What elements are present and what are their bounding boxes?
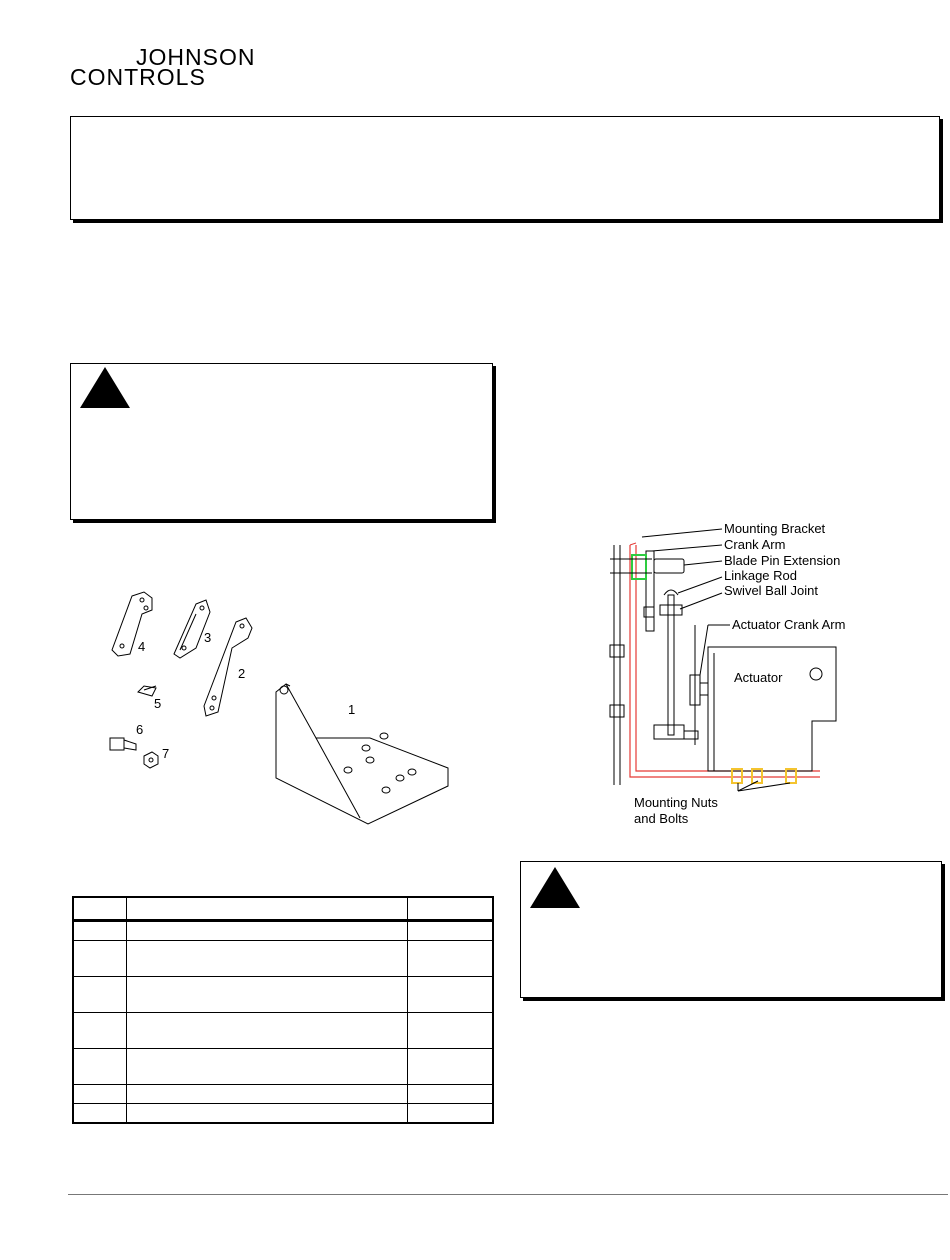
label-crank-arm: Crank Arm xyxy=(724,537,786,552)
table-row xyxy=(73,941,493,977)
callout-5: 5 xyxy=(154,696,162,711)
logo-line-2: CONTROLS xyxy=(70,64,206,90)
logo-line-1: JOHNSON xyxy=(136,44,256,70)
callout-6: 6 xyxy=(136,722,144,737)
label-linkage-rod: Linkage Rod xyxy=(724,568,797,583)
table-row xyxy=(73,1085,493,1104)
callout-3: 3 xyxy=(204,630,212,645)
callout-1: 1 xyxy=(348,702,356,717)
table-header-row xyxy=(73,897,493,921)
table-row xyxy=(73,1049,493,1085)
table-row xyxy=(73,921,493,941)
callout-7: 7 xyxy=(162,746,170,761)
warning-box-left xyxy=(70,363,493,520)
table-header-cell xyxy=(408,897,493,921)
callout-2: 2 xyxy=(238,666,246,681)
table-row xyxy=(73,1104,493,1124)
warning-icon xyxy=(80,367,130,408)
label-mounting-bracket: Mounting Bracket xyxy=(724,521,826,536)
warning-icon xyxy=(530,867,580,908)
label-blade-pin-extension: Blade Pin Extension xyxy=(724,553,841,568)
label-actuator: Actuator xyxy=(734,670,783,685)
callout-4: 4 xyxy=(138,639,146,654)
label-mounting-nuts: Mounting Nuts xyxy=(634,795,718,810)
parts-table xyxy=(72,896,494,1124)
table-header-cell xyxy=(73,897,126,921)
footer-rule xyxy=(68,1194,948,1195)
table-row xyxy=(73,977,493,1013)
parts-figure xyxy=(100,588,480,828)
label-actuator-crank-arm: Actuator Crank Arm xyxy=(732,617,846,632)
table-header-cell xyxy=(126,897,408,921)
label-swivel-ball-joint: Swivel Ball Joint xyxy=(724,583,818,598)
document-title-box xyxy=(70,116,940,220)
linkage-figure xyxy=(590,515,940,835)
label-mounting-bolts: and Bolts xyxy=(634,811,689,826)
warning-box-right xyxy=(520,861,942,998)
table-row xyxy=(73,1013,493,1049)
